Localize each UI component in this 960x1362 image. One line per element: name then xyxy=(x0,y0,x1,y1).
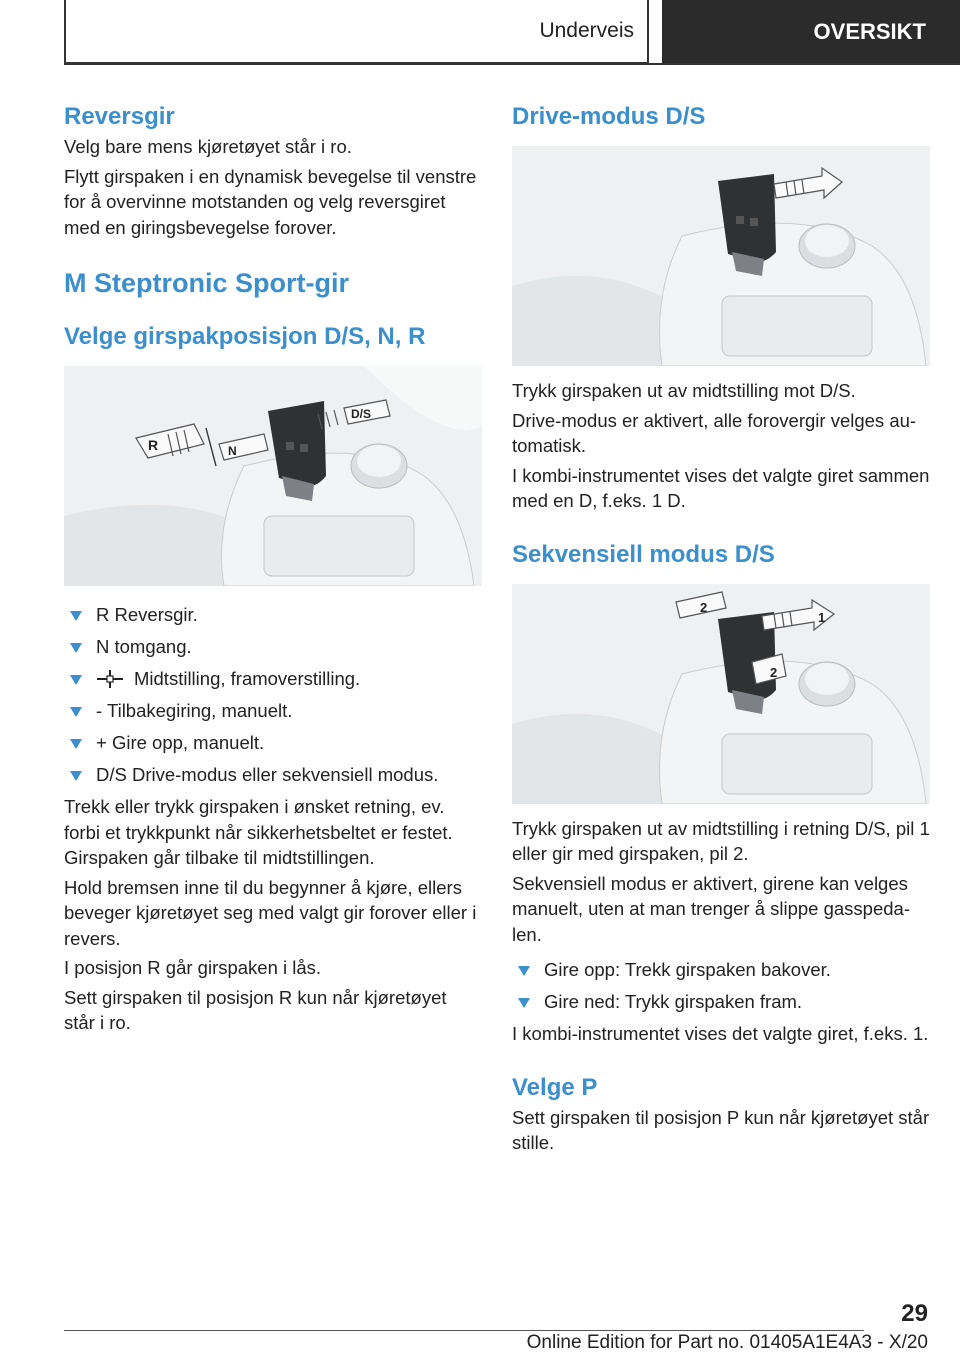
gear-selector-illustration xyxy=(64,366,482,586)
drive-paragraph-2: Drive-modus er aktivert, alle forovergir velges automatisk. xyxy=(512,409,917,456)
triangle-bullet-icon xyxy=(70,707,82,717)
sekvensiell-heading: Sekvensiell modus D/S xyxy=(512,540,775,568)
figure3-label-2-bottom: 2 xyxy=(770,664,778,680)
drive-paragraph-1: Trykk girspaken ut av midtstilling mot D/S. xyxy=(512,380,856,401)
footer-divider xyxy=(64,1330,864,1331)
gear-selector-figure xyxy=(64,366,482,586)
velge-p-heading: Velge P xyxy=(512,1073,598,1101)
hold-paragraph: Hold bremsen inne til du begynner å kjøre, ellers beveger kjøretøyet seg med valgt gir forover eller i revers. xyxy=(64,876,477,949)
reversgir-heading: Reversgir xyxy=(64,103,175,130)
sequential-mode-figure xyxy=(512,584,930,804)
triangle-bullet-icon xyxy=(70,675,82,685)
velge-p-paragraph: Sett girspaken til posisjon P kun når kjøretøyet står stille. xyxy=(512,1106,930,1153)
steptronic-heading: M Steptronic Sport-gir xyxy=(64,268,349,298)
figure1-label-ds: D/S xyxy=(351,407,372,421)
figure3-label-1: 1 xyxy=(818,609,826,625)
sequential-mode-illustration xyxy=(512,584,930,804)
velge-girspak-heading: Velge girspakposisjon D/S, N, R xyxy=(64,323,426,350)
list-item: Gire opp: Trekk girspaken bakover. xyxy=(512,957,930,982)
list-item: - Tilbakegiring, manuelt. xyxy=(64,698,482,723)
list-item: N tomgang. xyxy=(64,634,482,659)
posisjon-paragraph: I posisjon R går girspaken i lås. xyxy=(64,957,322,978)
tab-underveis-label: Underveis xyxy=(539,19,634,42)
tab-oversikt[interactable] xyxy=(662,0,960,64)
triangle-bullet-icon xyxy=(70,643,82,653)
footer-edition-text: Online Edition for Part no. 01405A1E4A3 - X/20 xyxy=(526,1332,928,1353)
sequential-list xyxy=(512,957,930,1014)
midposition-icon xyxy=(96,669,124,689)
right-column xyxy=(512,100,930,1156)
tab-oversikt-label: OVERSIKT xyxy=(813,19,926,44)
left-column xyxy=(64,100,482,1036)
page-number: 29 xyxy=(901,1300,928,1327)
reversgir-paragraph-1: Velg bare mens kjøretøyet står i ro. xyxy=(64,136,352,157)
sett-paragraph: Sett girspaken til posisjon R kun når kjøretøyet står i ro. xyxy=(64,986,447,1033)
drive-modus-heading: Drive-modus D/S xyxy=(512,103,706,130)
tab-underveis[interactable] xyxy=(64,0,649,64)
reversgir-paragraph-2: Flytt girspaken i en dynamisk bevegelse til venstre for å overvinne motstanden og velg reversgiret med en giringsbevegelse forover. xyxy=(64,165,477,238)
drive-mode-figure xyxy=(512,146,930,366)
list-item: Gire ned: Trykk girspaken fram. xyxy=(512,989,930,1014)
triangle-bullet-icon xyxy=(70,771,82,781)
figure1-label-r: R xyxy=(148,437,159,453)
list-item: + Gire opp, manuelt. xyxy=(64,730,482,755)
header-divider xyxy=(64,63,960,65)
list-item: D/S Drive-modus eller sekvensiell modus. xyxy=(64,762,482,787)
gear-position-list xyxy=(64,602,482,787)
figure1-label-n: N xyxy=(228,444,237,458)
drive-paragraph-3: I kombi-instrumentet vises det valgte giret sammen med en D, f.eks. 1 D. xyxy=(512,464,930,511)
triangle-bullet-icon xyxy=(518,966,530,976)
sekv-paragraph-2: Sekvensiell modus er aktivert, girene kan velges manuelt, uten at man trenger å slippe gasspedalen. xyxy=(512,872,911,945)
list-item: R Reversgir. xyxy=(64,602,482,627)
list-item: Midtstilling, framoverstilling. xyxy=(64,666,482,691)
triangle-bullet-icon xyxy=(70,739,82,749)
drive-mode-illustration xyxy=(512,146,930,366)
trekk-paragraph: Trekk eller trykk girspaken i ønsket retning, ev. forbi et trykkpunkt når sikkerhetsbeltet er festet. Girspaken går tilbake til midtstillingen. xyxy=(64,796,453,868)
triangle-bullet-icon xyxy=(518,998,530,1008)
figure3-label-2-top: 2 xyxy=(700,599,708,615)
triangle-bullet-icon xyxy=(70,611,82,621)
sekv-paragraph-3: I kombi-instrumentet vises det valgte giret, f.eks. 1. xyxy=(512,1023,929,1044)
sekv-paragraph-1: Trykk girspaken ut av midtstilling i retning D/S, pil 1 eller gir med girspaken, pil 2. xyxy=(512,817,930,864)
